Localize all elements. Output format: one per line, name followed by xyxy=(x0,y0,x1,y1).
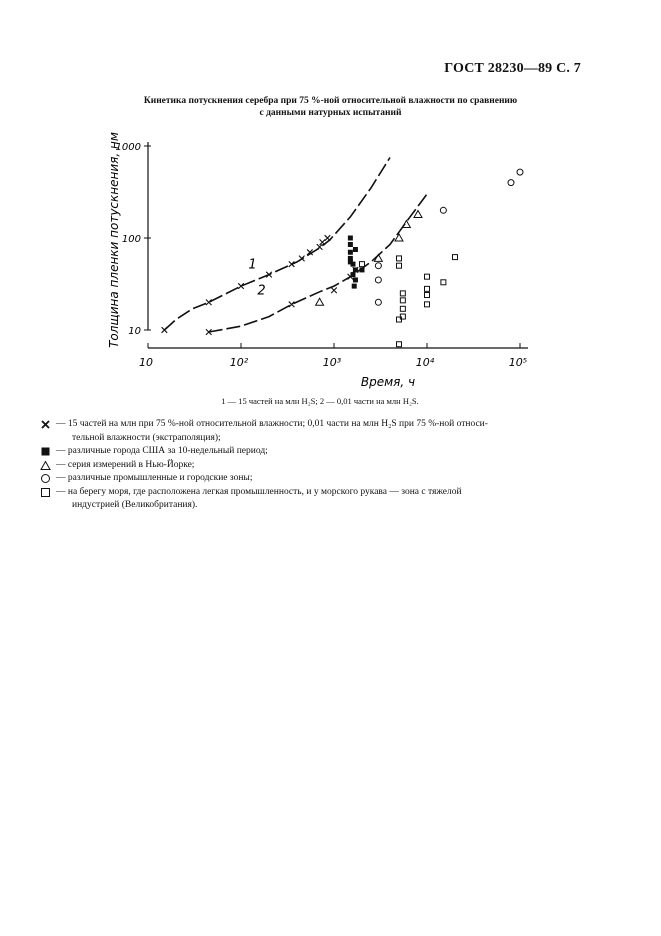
triangle-point xyxy=(395,234,403,241)
filled-square-point xyxy=(353,277,358,282)
filled-square-point xyxy=(348,250,353,255)
legend-item-cross xyxy=(40,418,600,445)
filled-square-marker-icon xyxy=(40,446,52,457)
cross-point xyxy=(325,235,331,241)
circle-marker-icon xyxy=(40,473,52,484)
triangle-point xyxy=(414,211,422,218)
legend-text: — серия измерений в Нью-Йорке; xyxy=(56,459,195,470)
circle-point xyxy=(440,207,446,213)
circle-point xyxy=(375,277,381,283)
x-tick-label: 10³ xyxy=(322,356,342,369)
square-point xyxy=(425,302,430,307)
legend-text: — на берегу моря, где расположена легкая промышленность, и у морского рукава — зона с тяжелой xyxy=(56,486,462,497)
filled-square-point xyxy=(348,242,353,247)
curve-label: 1 xyxy=(248,257,257,273)
legend-item-triangle xyxy=(40,459,600,473)
chart-axes xyxy=(144,142,528,348)
cross-point xyxy=(331,288,337,294)
curve-2 xyxy=(209,194,427,332)
legend xyxy=(40,418,600,513)
cross-point xyxy=(206,300,212,306)
square-point xyxy=(397,342,402,347)
square-marker-icon xyxy=(40,487,52,498)
filled-square-point xyxy=(348,236,353,241)
square-point xyxy=(452,255,457,260)
circle-point xyxy=(508,180,514,186)
legend-text-continued: индустрией (Великобритания). xyxy=(72,500,198,510)
filled-square-point xyxy=(350,272,355,277)
y-tick-label: 10 xyxy=(128,326,141,337)
filled-square-point xyxy=(359,267,364,272)
x-axis-label: Время, ч xyxy=(360,375,416,389)
circle-point xyxy=(517,169,523,175)
x-tick-label: 10 xyxy=(139,356,153,369)
legend-text: — различные города США за 10-недельный период; xyxy=(56,446,268,456)
square-point xyxy=(397,263,402,268)
filled-square-point xyxy=(353,267,358,272)
legend-item-square xyxy=(40,486,600,513)
cross-point xyxy=(289,302,295,308)
filled-square-point xyxy=(350,262,355,267)
legend-text-continued: тельной влажности (экстраполяция); xyxy=(72,432,221,443)
square-point xyxy=(425,293,430,298)
square-point xyxy=(400,298,405,303)
figure-title-line-2: с данными натурных испытаний xyxy=(259,108,402,118)
y-axis-label: Толщина пленки потускнения, нм xyxy=(107,132,121,348)
curve-label: 2 xyxy=(257,283,266,299)
square-point xyxy=(425,274,430,279)
legend-text: — различные промышленные и городские зоны; xyxy=(56,473,253,483)
cross-marker-icon xyxy=(40,419,52,430)
circle-point xyxy=(375,299,381,305)
legend-text: — 15 частей на млн при 75 %-ной относительной влажности; 0,01 части на млн H₂S при 75 %-ной относи- xyxy=(56,419,488,429)
cross-point xyxy=(162,327,168,333)
square-point xyxy=(441,280,446,285)
curve-1 xyxy=(164,158,390,331)
chart-curves xyxy=(164,158,427,333)
legend-item-filled-square xyxy=(40,445,600,459)
triangle-marker-icon xyxy=(40,460,52,471)
square-point xyxy=(400,306,405,311)
y-tick-label: 100 xyxy=(121,234,141,245)
filled-square-point xyxy=(353,247,358,252)
triangle-point xyxy=(316,298,324,305)
square-point xyxy=(400,291,405,296)
x-tick-label: 10⁵ xyxy=(508,356,528,369)
square-point xyxy=(425,286,430,291)
figure-caption: 1 — 15 частей на млн H₂S; 2 — 0,01 части на млн H₂S. xyxy=(221,396,419,406)
page-header: ГОСТ 28230—89 С. 7 xyxy=(444,61,581,76)
circle-point xyxy=(375,263,381,269)
chart-labels xyxy=(107,132,527,389)
figure-title-line-1: Кинетика потускнения серебра при 75 %-ной относительной влажности по сравнению xyxy=(143,96,518,106)
filled-square-point xyxy=(352,284,357,289)
y-tick-label: 1000 xyxy=(115,142,141,153)
chart-marks xyxy=(162,169,523,347)
legend-item-circle xyxy=(40,472,600,486)
x-tick-label: 10² xyxy=(229,356,249,369)
chart xyxy=(0,0,661,400)
square-point xyxy=(397,256,402,261)
x-tick-label: 10⁴ xyxy=(415,356,435,369)
square-point xyxy=(359,262,364,267)
